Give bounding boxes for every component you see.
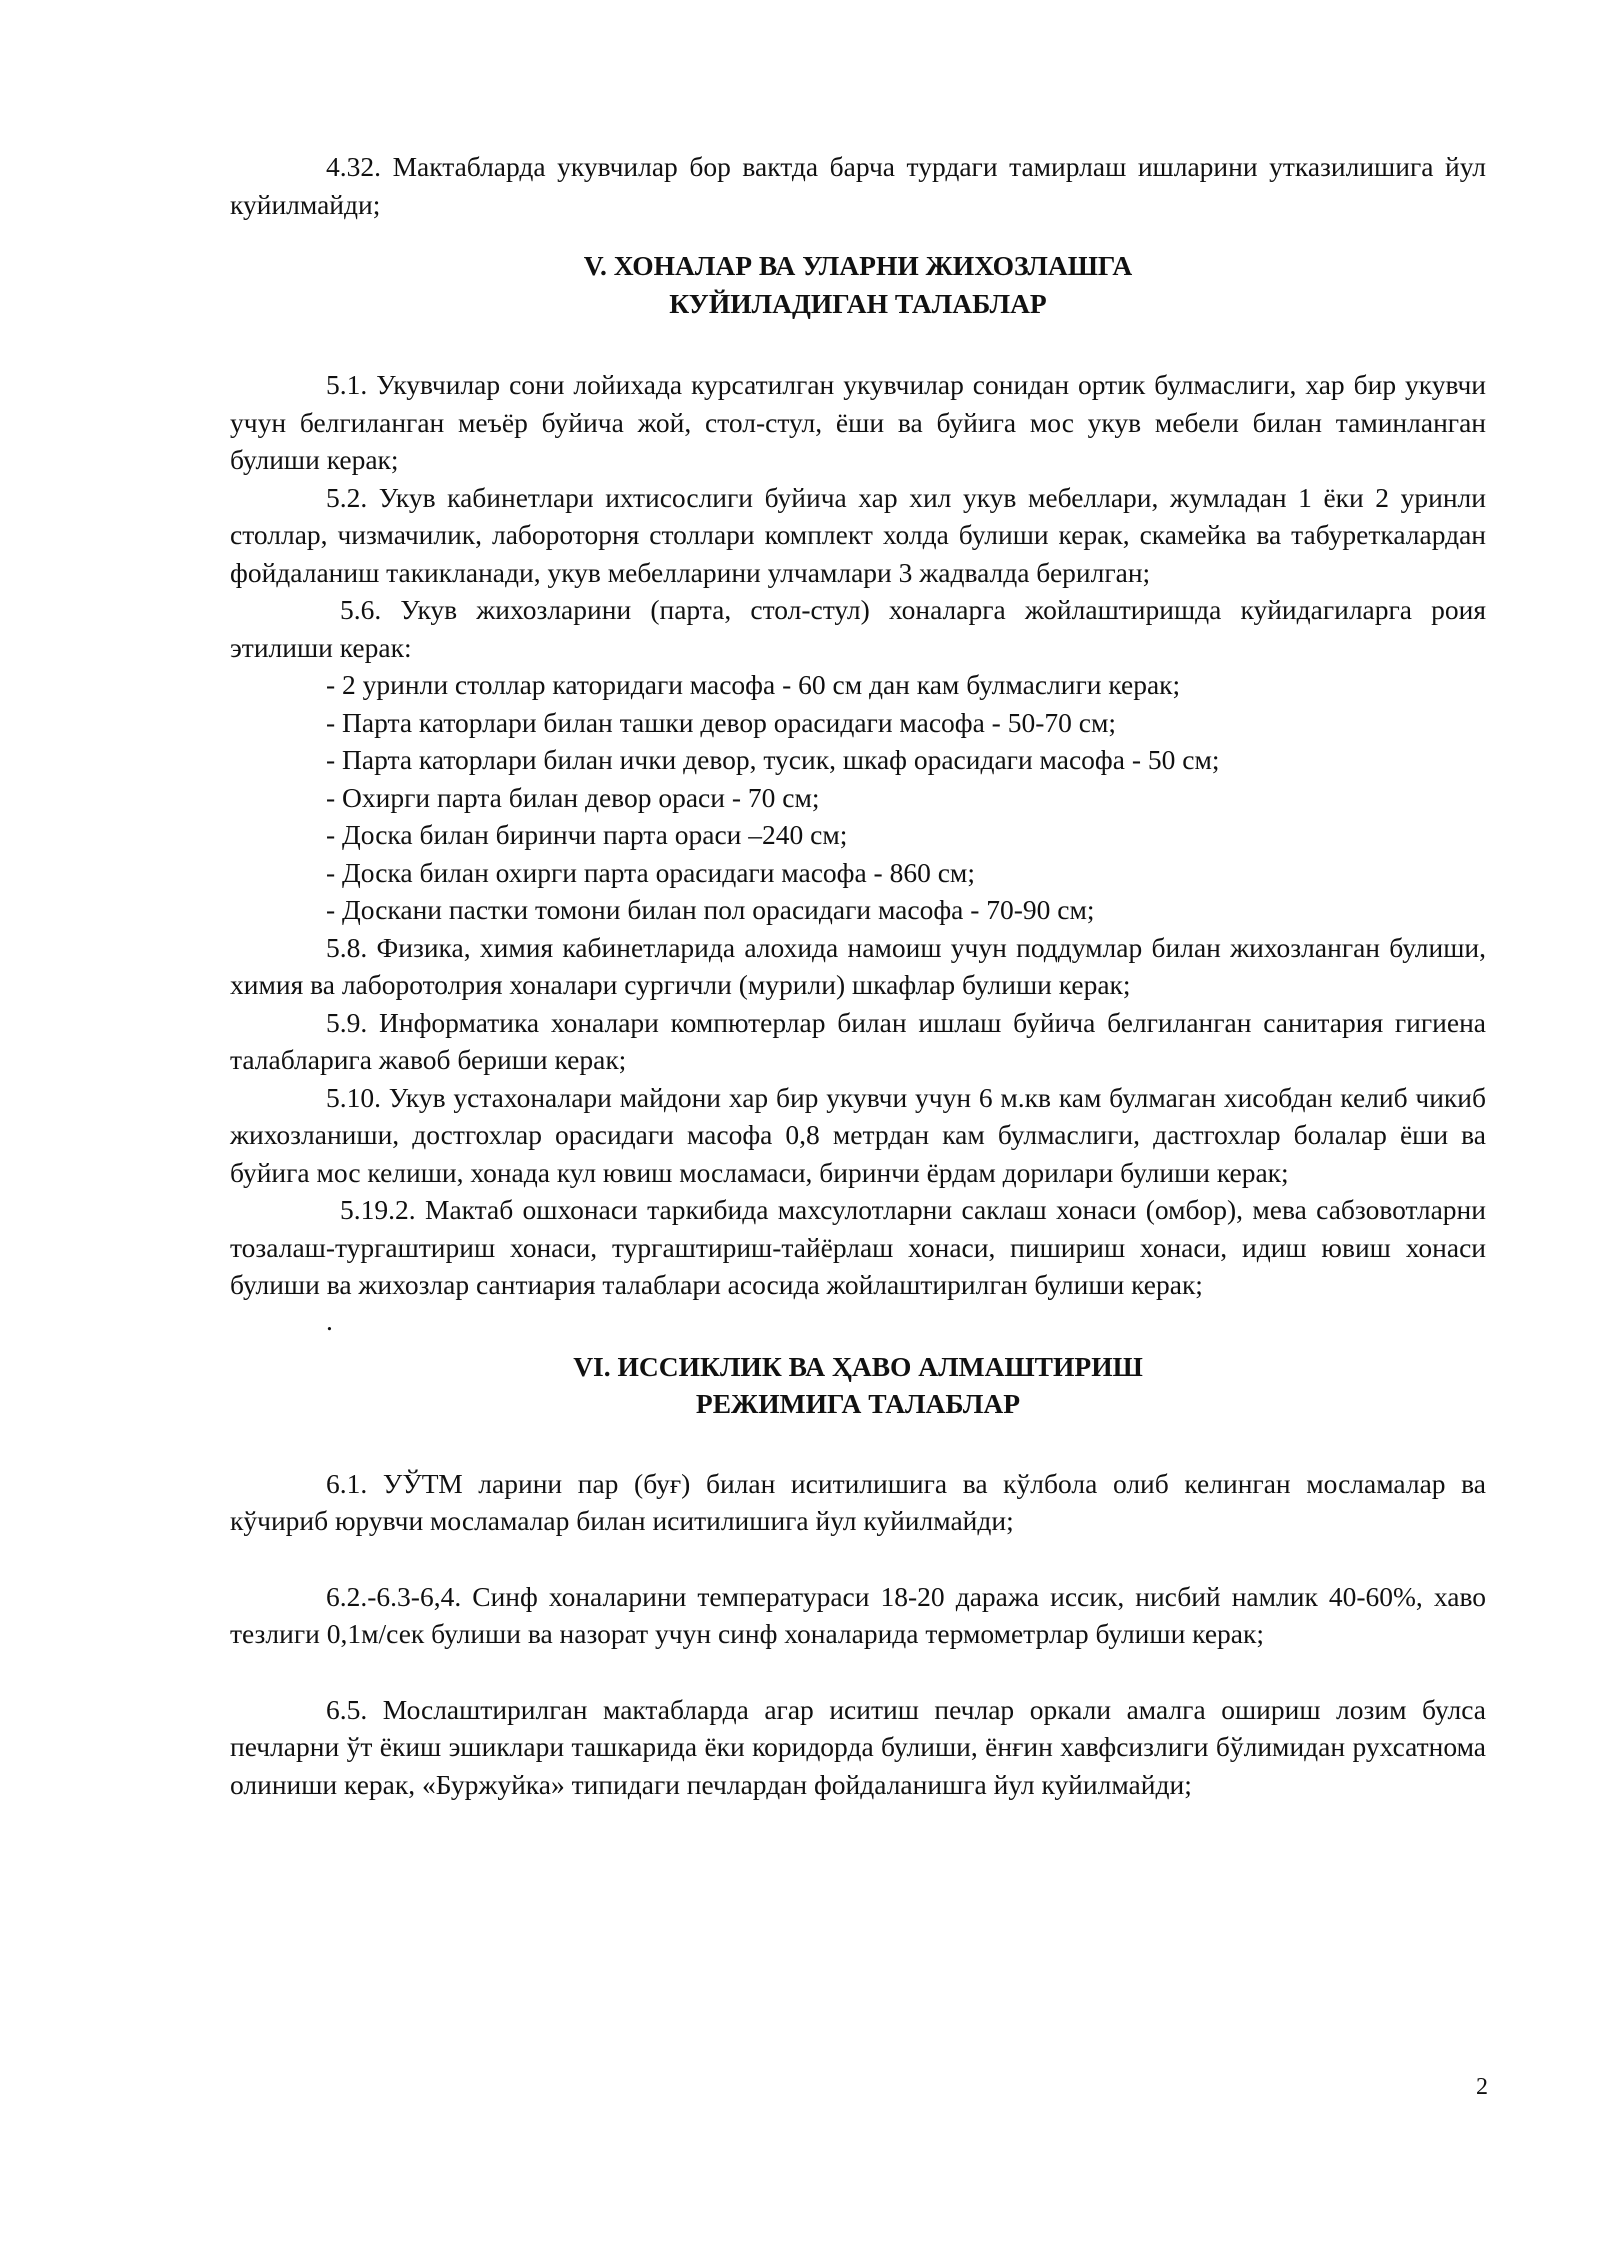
section-5-title-line1: V. ХОНАЛАР ВА УЛАРНИ ЖИХОЗЛАШГА (583, 250, 1133, 281)
paragraph-6-1: 6.1. УЎТМ ларини пар (буғ) билан иситилишига ва кўлбола олиб келинган мосламалар ва кўчириб юрувчи мосламалар билан иситилишига йул куйилмайди; (230, 1467, 1486, 1536)
paragraph-5-19-2: 5.19.2. Мактаб ошхонаси таркибида махсулотларни саклаш хонаси (омбор), мева сабзовотларни тозалаш-тургаштириш хонаси, тургаштириш-тайёрлаш хонаси, пишириш хонаси, идиш ювиш хонаси булиши ва жихозлар сантиария талаблари асосида жойлаштирилган булиши керак; (230, 1194, 1486, 1300)
paragraph-6-2-6-4: 6.2.-6.3-6,4. Синф хоналарини температураси 18-20 даража иссик, нисбий намлик 40-60%, хаво тезлиги 0,1м/сек булиши ва назорат учун синф хоналарида термометрлар булиши керак; (230, 1580, 1486, 1649)
list-item: - Доска билан охирги парта орасидаги масофа - 860 см; (326, 856, 975, 888)
paragraph-5-1: 5.1. Укувчилар сони лойихада курсатилган укувчилар сонидан ортик булмаслиги, хар бир укувчи учун белгиланган меъёр буйича жой, стол-стул, ёши ва буйига мос укув мебели билан таминланган булиши керак; (230, 369, 1486, 475)
paragraph-5-9: 5.9. Информатика хоналари компютерлар билан ишлаш буйича белгиланган санитария гигиена талабларига жавоб бериши керак; (230, 1006, 1486, 1075)
paragraph-5-6: 5.6. Укув жихозларини (парта, стол-стул) хоналарга жойлаштиришда куйидагиларга роия этилиши керак: (230, 594, 1486, 663)
list-item: - Парта каторлари билан ички девор, тусик, шкаф орасидаги масофа - 50 см; (326, 744, 1220, 775)
page-number: 2 (1476, 2074, 1488, 2100)
paragraph-6-5: 6.5. Мослаштирилган мактабларда агар иситиш печлар оркали амалга ошириш лозим булса печларни ўт ёкиш эшиклари ташкарида ёки коридорда булиши, ёнғин хавфсизлиги бўлимидан рухсатнома олиниши керак, «Буржуйка» типидаги печлардан фойдаланишга йул куйилмайди; (230, 1693, 1486, 1800)
paragraph-5-10: 5.10. Укув устахоналари майдони хар бир укувчи учун 6 м.кв кам булмаган хисобдан келиб чикиб жихозланиши, достгохлар орасидаги масофа 0,8 метрдан кам булмаслиги, дастгохлар болалар ёши ва буйига мос келиши, хонада кул ювиш мосламаси, биринчи ёрдам дорилари булиши керак; (230, 1081, 1486, 1188)
section-5-heading (230, 247, 1486, 322)
paragraph-5-2: 5.2. Укув кабинетлари ихтисослиги буйича хар хил укув мебеллари, жумладан 1 ёки 2 уринли столлар, чизмачилик, лабороторня столлари комплект холда булиши керак, скамейка ва табуреткалардан фойдаланиш такикланади, укув мебелларини улчамлари 3 жадвалда берилган; (230, 481, 1486, 588)
section-6-title-line1: VI. ИССИКЛИК ВА ҲАВО АЛМАШТИРИШ (573, 1350, 1143, 1382)
paragraph-5-8: 5.8. Физика, химия кабинетларида алохида намоиш учун поддумлар билан жихозланган булиши, химия ва лаборотолрия хоналари сургичли (мурили) шкафлар булиши керак; (230, 931, 1486, 1000)
section-6-title-line2: РЕЖИМИГА ТАЛАБЛАР (695, 1388, 1021, 1419)
list-item: - 2 уринли столлар каторидаги масофа - 60 см дан кам булмаслиги керак; (326, 669, 1181, 700)
list-item: - Доска билан биринчи парта ораси –240 см; (326, 819, 848, 850)
stray-dot: . (326, 1304, 333, 1336)
section-5-title-line2: КУЙИЛАДИГАН ТАЛАБЛАР (669, 287, 1047, 319)
list-item: - Доскани пастки томони билан пол орасидаги масофа - 70-90 см; (326, 894, 1095, 925)
document-page (230, 148, 1486, 1803)
list-item: - Парта каторлари билан ташки девор орасидаги масофа - 50-70 см; (326, 706, 1116, 738)
list-item: - Охирги парта билан девор ораси - 70 см; (326, 781, 820, 813)
section-6-heading (230, 1348, 1486, 1423)
paragraph-4-32: 4.32. Мактабларда укувчилар бор вактда барча турдаги тамирлаш ишларини утказилишига йул куйилмайди; (230, 151, 1486, 220)
